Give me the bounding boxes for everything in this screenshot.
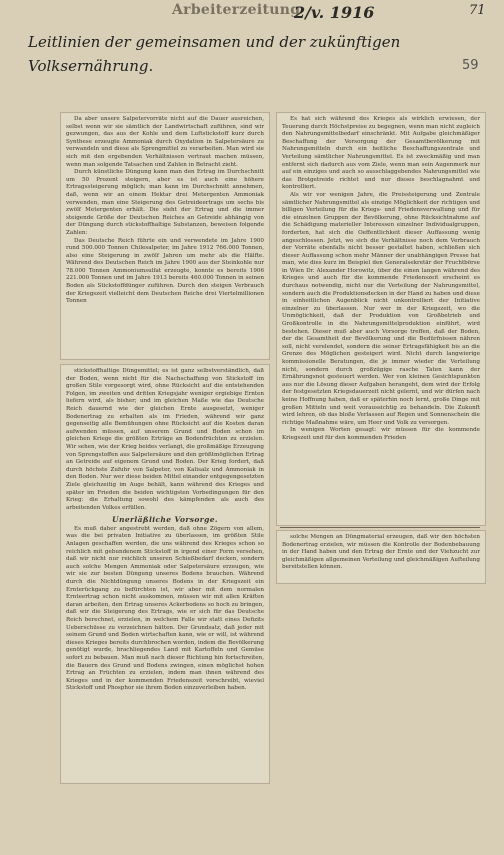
paragraph: solche Mengen an Düngmaterial erzeugen, daß wir den höchsten Bodenertrag erzielen, wir müssen die Kontrolle der Bodenbebauung in der Hand haben und den Ertrag der Ernte und der Viehzucht zur gleichmäßigen allgemeinen Verteilung und gleichmäßigen Aufteilung bereitstellen können. bbox=[282, 534, 480, 571]
handwritten-date: 2/v. 1916 bbox=[294, 3, 375, 22]
clipping-bottom-left bbox=[60, 364, 270, 784]
folio-number: 71 bbox=[469, 3, 486, 18]
paragraph: Als wir vor wenigen Jahre, die Preissteigerung und Zentrale sämtlicher Nahrungsmittel als einzige Möglichkeit der richtigen und billigen Verteilung für die Kriegs- und Friedensverwaltung und für die einzelnen Gruppen der Bevölkerung, ohne Rücksichtnahme auf die Schädigung materieller Interessen einzelner Individualgruppen, forderten, hat sich die Oeffentlichkeit dieser Auffassung wenig angeschlossen. Jetzt, wo sich die Verhältnisse noch dem Verbrauch der Vorräte ebenfalls nicht besser gestaltet haben, schließen sich dieser Auffassung schon mehr Männer der unabhängigen Presse hat man, wie dies kurz im Beispiel den Generalsekretär der Fruchtbörse in Wien Dr. Alexander Horowitz, über die einen langen während des Krieges und auch für die kommende Friedenszeit erscheint es durchaus notwendig, nicht nur die Verteilung der Nahrungsmittel, sondern auch die Produktionsdecken in der Hand zu haben und diese in einheitlichen Augenblick nicht unkontrolliert der Initiative einzelner zu überlassen. Nur wer in der Kriegszeit, wo die Unmöglichkeit, daß der Produktion von Großbetrieb und Großkontrolle in die Nahrungsmittelproduktion einführt, wird bestehen. Dieser muß aber auch Vorsorge treffen, daß der Boden, der die Gesamtheit der Bevölkerung und die Bedürfnissen nähren soll, nicht verelendet, sondern die seiner Ertragsfähigkeit bis an die Grenze des Möglichen gesteigert wird. Nicht durch langwierige kommissionelle Beratungen, die je immer wieder die Verteilung nicht, sondern durch großzügige rasche Taten kann der Ernährungsnot gesteuert werden. Wer von kleinen Gesichtspunkten aus nur die Lösung dieser Aufgaben herangeht, dem wird der Erfolg der festgesetzten Kriegsdauerzeit nicht gelernt, und wir dürfen nach keine Hoffnung haben, daß er späterhin noch lernt, große Dinge mit großen Mitteln und weit voraussichtig zu behandeln. Die Zukunft wird lehren, ob das bloße Verlassen auf Regen und Sonnenschein die richtige Maßnahme wäre, um Heer und Volk zu versorgen. bbox=[282, 191, 480, 426]
page-number: 59 bbox=[462, 58, 479, 73]
handwritten-title: Leitlinien der gemeinsamen und der zukünftigen Volksernährung. bbox=[28, 33, 401, 75]
paragraph: Es muß daher angestrebt werden, daß ohne Zögern von allem, was die bei privaten Initiative zu überlassen, im größten Stile Anlagen geschaffen werden, die uns während des Krieges schon so reichlich mit gebundenem Stickstoff in irgend einer Form versehen, daß wir nicht nur reichlich unseren Schießbedarf decken, sondern auch solche Mengen Ammoniak oder Salpetersäure erzeugen, wie wir sie zur besten Düngung unseres Bodens brauchen. Während durch die Nichtdüngung unseres Bodens in der Kriegszeit ein Ernterückgang zu befürchten ist, wir aber mit dem normalen Ernteertrag schon nicht auskommen, müssen wir mit allen Kräften daran arbeiten, den Ertrag unseres Ackerbodens so hoch zu bringen, daß wir die Steigerung des Ertrags, wie er sich für das Deutsche Reich berechnet, erzielen, in welchem Falle wir statt eines Defizits Ueberschüsse zu verzeichnen hätten. Der Grundsatz, daß jeder mit seinem Grund und Boden wirtschaften kann, wie er will, ist während dieses Krieges bereits durchbrochen worden, indem die Bevölkerung genötigt wurde, brachliegendes Land mit Kartoffeln und Gemüse sofort zu bebauen. Man muß nach dieser Richtung hin fortschreiten, die Bauern des Grund und Bodens zwingen, einen möglichst hohen Ertrag an Früchten zu erzielen, indem man ihnen während des Krieges und in der kommenden Friedenszeit vorschreibt, wieviel Stickstoff und Phosphor sie ihrem Boden einzuverleiben haben. bbox=[66, 525, 264, 692]
newspaper-name-stamp: Arbeiterzeitung bbox=[172, 2, 301, 18]
paragraph: Das Deutsche Reich führte ein und verwendete im Jahre 1900 rund 500.000 Tonnen Chilesalpeter, im Jahre 1912 766.000 Tonnen, also eine Steigerung in zwölf Jahren um mehr als die Hälfte. Während des Deutschen Reich im Jahre 1900 aus der Steinkohle nur 78.000 Tonnen Ammoniumsulfat erzeugte, konnte es bereits 1906 221.000 Tonnen und im Jahre 1913 bereits 460.000 Tonnen in seinen Boden als Stickstoffdünger zuführen. Durch den steigen Verbrauch der Kriegszeit vielleicht dem Deutschen Reiche drei Viertelmillionen Tonnen bbox=[66, 237, 264, 305]
paragraph: stickstoffhaltige Düngemittel; es ist ganz selbstverständlich, daß der Boden, wenn nicht für die Nachschaffung von Stickstoff im großen Stile vorgesorgt wird, ohne Rücksicht auf die entstehenden Folgen, im zweiten und dritten Kriegsjahr weniger ergiebige Ernten liefern wird, als bisher; und im gleichen Maße wie das Deutsche Reich dauernd wie der gleichen Ernte ausgesetzt, weniger Bodenertrag zu erhalten als im Frieden, während wir ganz gegenseitig alle Bemühungen ohne Rücksicht auf die Kosten daran aufwenden müssen, auf unserem Grund und Boden schon im gleichen Kriege die größten Erträge an Bodenfrüchten zu erzielen. Wir sehen, wie der Krieg beides verlangt, die großmäßige Erzeugung von Sprengstoffen aus Salpetersäure und den größtmöglichen Ertrag an Getreide auf eigenem Grund und Boden. Der Krieg fordert, daß durch höchste Zufuhr von Salpeter, von Kalisalz und Ammoniak in den Boden. Nur wer diese beiden Mittel einander entgegengesetzten Ziele gleichzeitig im Auge behält, kann während des Krieges und später im Frieden die beiden wichtigsten Vorbedingungen für den Krieg: die Erhaltung sowohl des kämpfenden als auch des arbeitenden Volkes erfüllen. bbox=[66, 368, 264, 511]
clipping-right-column bbox=[276, 112, 486, 526]
column-rule bbox=[280, 527, 480, 528]
paragraph: In wenigen Worten gesagt: wir müssen für die kommende Kriegszeit und für den kommenden Frieden bbox=[282, 427, 480, 441]
clipping-right-continuation bbox=[276, 530, 486, 584]
paragraph: Es hat sich während des Krieges als wirklich erwiesen, der Teuerung durch Höchstpreise zu begegnen, wenn man nicht zugleich den Nahrungsmittelbedarf einschränkt. Mit Aufgabe gleichmäßiger Beschaffung der Versorgung der Gesamtbevölkerung mit Nahrungsmitteln durch ein heitliche Beschaffungszentrale und Verteilung sämtlicher Nahrungsmittel. Es ist zweckmäßig und man entfernt sich dadurch aus vom Ziele, wenn man sein Augenmerk nur auf ein einziges und auch so ausschlaggebendes Nahrungsmittel wie das Brotgetreide richtet und nur dieses beschlagnahmt und kontrolliert. bbox=[282, 116, 480, 191]
section-heading: Unerläßliche Vorsorge. bbox=[112, 515, 218, 525]
paragraph: Da aber unsere Salpetervorräte nicht auf die Dauer ausreichen, selbst wenn wir sie sämtlich der Landwirtschaft zuführen, sind wir gezwungen, das aus der Kohle und dem Luftstickstoff kurz durch Synthese erzeugte Ammoniak durch Oxydation in Salpetersäure zu verwandeln und diese als Sprengmittel zu verarbeiten. Man wird sie sich mit den ergebenden Verhältnissen vertraut machen müssen, wenn man solgende Tatsachen und Zahlen in Betracht zieht. bbox=[66, 116, 264, 168]
clipping-top-left bbox=[60, 112, 270, 360]
paragraph: Durch künstliche Düngung kann man den Ertrag im Durchschnitt um 50 Prozent steigern, aber es ist auch eine höhere Ertragssteigerung möglich; man kann im Durchschnitt annehmen, daß, wenn wir an einem Hektar drei Metergenten Ammoniak verwenden, man eine Steigerung des Getreideertrags um sechs bis zwölf Metergenten erhält. Die sieht der Ertrag und die immer steigende Größe der Deutschen Reiches an Getreide abhängig von der Düngung durch stickstoffhaltige Substanzen, beweisen folgende Zahlen: bbox=[66, 169, 264, 236]
